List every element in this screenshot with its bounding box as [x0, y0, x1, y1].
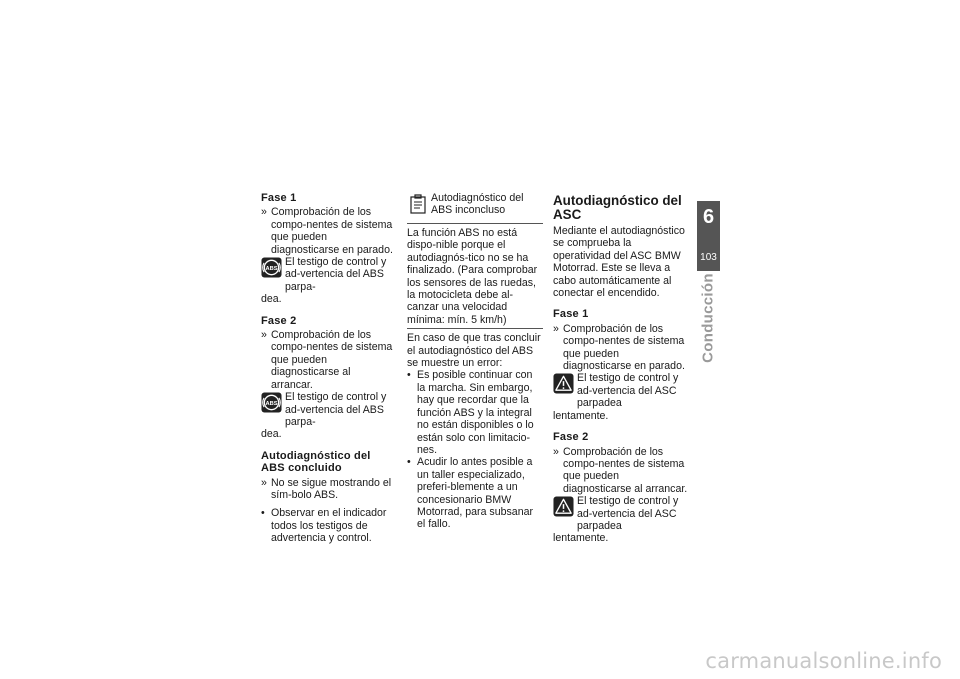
step-marker: » — [553, 445, 559, 458]
asc-note-2: El testigo de control y ad-vertencia del ASC parpadea — [553, 495, 689, 532]
step-marker: » — [261, 329, 267, 342]
chapter-tab — [697, 201, 720, 271]
box-body: La función ABS no está dispo-nible porque el autodiagnós-tico no se ha finalizado. (Para comprobar los sensores de las ruedas, la motocicleta debe al-canzar una velocidad mínima: mín. 5 km/h) — [407, 227, 538, 326]
asc-fase2-step: » Comprobación de los compo-nentes de sistema que pueden diagnosticarse al arrancar. — [553, 445, 688, 495]
column-1 — [261, 192, 393, 545]
abs-concluded-bullet: • Observar en el indicador todos los testigos de advertencia y control. — [261, 507, 387, 545]
watermark: carmanualsonline.info — [705, 649, 942, 673]
step-marker: » — [261, 476, 267, 489]
svg-text:ABS: ABS — [265, 265, 278, 272]
note-icon — [409, 194, 427, 214]
chapter-number: 6 — [702, 206, 715, 228]
page-number: 103 — [700, 252, 717, 263]
asc-note-2-end: lentamente. — [553, 532, 609, 545]
error-intro: En caso de que tras concluir el autodiagnóstico del ABS se muestre un error: — [407, 332, 541, 370]
asc-fase1-step: » Comprobación de los compo-nentes de sistema que pueden diagnosticarse en parado. — [553, 322, 685, 373]
step-marker: » — [553, 322, 559, 335]
list-item: • Acudir lo antes posible a un taller especializado, preferi-blemente a un concesionario BMW Motorrad, para subsanar el fallo. — [407, 456, 534, 531]
abs-warning-icon — [261, 257, 282, 278]
fase1-step: » Comprobación de los compo-nentes de sistema que pueden diagnosticarse en parado. — [261, 206, 393, 256]
asc-fase2-heading: Fase 2 — [553, 431, 589, 444]
asc-warning-icon — [553, 496, 574, 517]
abs-concluded-heading: Autodiagnóstico del ABS concluido — [261, 449, 371, 475]
bullet-marker: • — [261, 507, 265, 520]
box-heading: Autodiagnóstico del ABS inconcluso — [407, 192, 543, 224]
list-item: • Es posible continuar con la marcha. Sin embargo, hay que recordar que la función ABS y la integral no están disponibles o lo están solo con limitacio-nes. — [407, 369, 534, 456]
fase2-heading: Fase 2 — [261, 314, 297, 327]
abs-note-1: ABS El testigo de control y ad-vertencia del ABS parpa- — [261, 256, 393, 293]
svg-text:ABS: ABS — [265, 400, 278, 407]
fase1-heading: Fase 1 — [261, 192, 297, 204]
column-3 — [553, 194, 689, 545]
asc-note-1-end: lentamente. — [553, 409, 609, 422]
abs-concluded-step: » No se sigue mostrando el sím-bolo ABS. — [261, 476, 392, 501]
fase2-step: » Comprobación de los compo-nentes de sistema que pueden diagnosticarse al arrancar. — [261, 329, 393, 391]
bullet-marker: • — [407, 456, 411, 469]
asc-heading: Autodiagnóstico del ASC — [553, 193, 682, 222]
chapter-label: Conducción — [699, 273, 717, 363]
abs-note-2-end: dea. — [261, 428, 282, 441]
abs-inconclusive-box — [407, 192, 543, 329]
abs-note-2: ABS El testigo de control y ad-vertencia del ABS parpa- — [261, 391, 393, 428]
abs-warning-icon — [261, 392, 282, 413]
column-2 — [407, 192, 543, 531]
step-marker: » — [261, 206, 267, 219]
abs-note-1-end: dea. — [261, 293, 282, 306]
asc-fase1-heading: Fase 1 — [553, 308, 589, 321]
bullet-marker: • — [407, 369, 411, 382]
asc-note-1: El testigo de control y ad-vertencia del ASC parpadea — [553, 372, 689, 409]
asc-intro: Mediante el autodiagnóstico se comprueba la operatividad del ASC BMW Motorrad. Este se lleva a cabo automáticamente al conectar el encendido. — [553, 225, 685, 300]
asc-warning-icon — [553, 373, 574, 394]
